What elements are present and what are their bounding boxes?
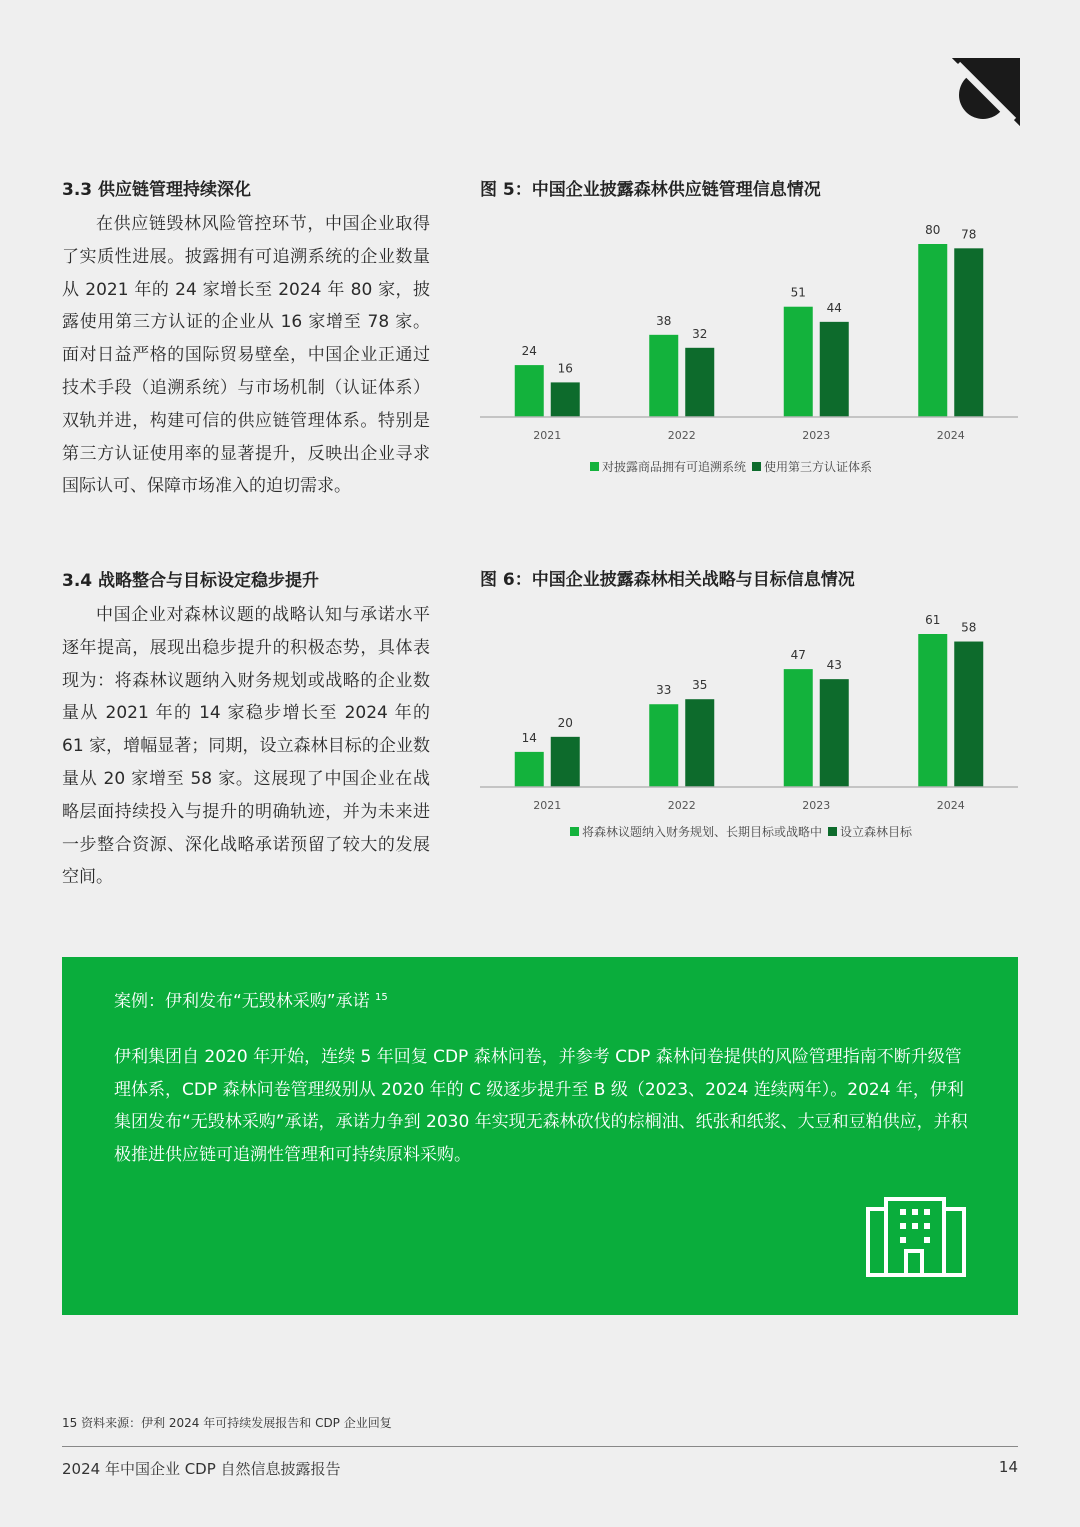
data-label: 35 (692, 678, 708, 693)
data-label: 20 (557, 715, 573, 730)
x-tick-label: 2021 (533, 429, 562, 442)
section-title: 3.3 供应链管理持续深化 (62, 180, 252, 200)
data-label: 58 (961, 620, 977, 635)
bar (551, 737, 580, 787)
case-body: 伊利集团自 2020 年开始，连续 5 年回复 CDP 森林问卷，并参考 CDP 森林问卷提供的风险管理指南不断升级管理体系，CDP 森林问卷管理级别从 2020 年的 C 级逐步提升至 B 级（2023、2024 连续两年）。2024 年，伊利集团发布“无毁林采购”承诺，承诺力争到 2030 年实现无森林砍伐的棕榈油、纸张和纸浆、大豆和豆粕供应，并积极推进供应链可追溯性管理和可持续原料采购。 (114, 1047, 968, 1165)
x-tick-label: 2023 (802, 799, 831, 812)
data-label: 24 (521, 344, 537, 359)
footer-report-title: 2024 年中国企业 CDP 自然信息披露报告 (62, 1460, 341, 1478)
data-label: 51 (790, 285, 806, 300)
x-tick-label: 2022 (667, 799, 696, 812)
x-tick-label: 2021 (533, 799, 562, 812)
chart-6 (470, 598, 1030, 848)
chart-5-title: 图 5：中国企业披露森林供应链管理信息情况 (480, 180, 821, 200)
bar (784, 669, 813, 787)
legend-swatch (752, 462, 761, 471)
x-tick-label: 2023 (802, 429, 831, 442)
case-title (114, 985, 388, 1015)
bar (515, 752, 544, 787)
bar (820, 679, 849, 787)
legend-swatch (590, 462, 599, 471)
bar (685, 699, 714, 787)
bar (820, 322, 849, 417)
x-tick-label: 2022 (667, 429, 696, 442)
bar (685, 348, 714, 417)
bar (918, 244, 947, 417)
section-body: 在供应链毁林风险管控环节，中国企业取得了实质性进展。披露拥有可追溯系统的企业数量从 2021 年的 24 家增长至 2024 年 80 家，披露使用第三方认证的企业从 16 家增至 78 家。面对日益严格的国际贸易壁垒，中国企业正通过技术手段（追溯系统）与市场机制（认证体系）双轨并进，构建可信的供应链管理体系。特别是第三方认证使用率的显著提升，反映出企业寻求国际认可、保障市场准入的迫切需求。 (62, 214, 430, 497)
page-number: 14 (998, 1458, 1018, 1476)
case-study-box (62, 957, 1018, 1315)
legend (570, 824, 913, 839)
data-label: 47 (790, 648, 806, 663)
cdp-logo-icon (952, 58, 1020, 126)
data-label: 33 (656, 683, 672, 698)
x-tick-label: 2024 (936, 799, 965, 812)
footnote: 15 资料来源：伊利 2024 年可持续发展报告和 CDP 企业回复 (62, 1416, 392, 1430)
data-label: 44 (826, 300, 842, 315)
bar (784, 307, 813, 417)
chart-5 (470, 208, 1030, 488)
footer-divider (62, 1446, 1018, 1447)
bar (649, 704, 678, 787)
legend-label: 将森林议题纳入财务规划、长期目标或战略中 (582, 825, 823, 839)
chart-6-title: 图 6：中国企业披露森林相关战略与目标信息情况 (480, 570, 855, 590)
data-label: 78 (961, 227, 977, 242)
section-title: 3.4 战略整合与目标设定稳步提升 (62, 571, 320, 591)
bar (918, 634, 947, 787)
section-3-3 (62, 178, 430, 503)
x-tick-label: 2024 (936, 429, 965, 442)
legend-label: 对披露商品拥有可追溯系统 (602, 460, 747, 474)
data-label: 61 (925, 613, 941, 627)
data-label: 38 (656, 313, 672, 328)
building-icon (866, 1197, 968, 1277)
section-3-4 (62, 569, 430, 894)
legend-label: 设立森林目标 (840, 825, 913, 839)
bar (551, 382, 580, 417)
data-label: 43 (826, 658, 842, 673)
data-label: 16 (557, 361, 573, 376)
data-label: 14 (521, 730, 537, 745)
legend-swatch (828, 827, 837, 836)
section-body: 中国企业对森林议题的战略认知与承诺水平逐年提高，展现出稳步提升的积极态势，具体表现为：将森林议题纳入财务规划或战略的企业数量从 2021 年的 14 家稳步增长至 2024 年的 61 家，增幅显著；同期，设立森林目标的企业数量从 20 家增至 58 家。这展现了中国企业在战略层面持续投入与提升的明确轨迹，并为未来进一步整合资源、深化战略承诺预留了较大的发展空间。 (62, 605, 430, 888)
case-title-text: 案例：伊利发布“无毁林采购”承诺 (114, 991, 370, 1012)
footnote-ref: 15 (375, 992, 388, 1003)
legend-label: 使用第三方认证体系 (764, 460, 873, 474)
bar (649, 335, 678, 417)
legend-swatch (570, 827, 579, 836)
bar (954, 642, 983, 787)
bar (954, 248, 983, 417)
legend (590, 459, 872, 474)
data-label: 32 (692, 326, 708, 341)
bar (515, 365, 544, 417)
data-label: 80 (925, 223, 941, 237)
